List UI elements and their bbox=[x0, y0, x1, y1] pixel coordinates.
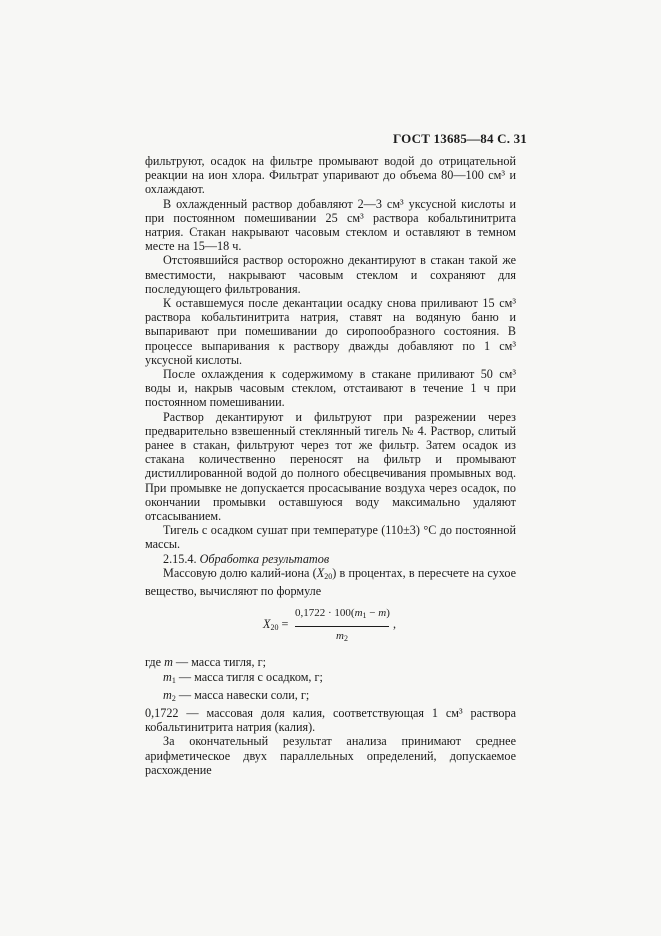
formula-numerator: $0,1722 \cdot 100(m_1 - m)$ bbox=[295, 606, 389, 626]
paragraph-8: Массовую долю калий-иона $(X_{20})$ в процентах, в пересчете на сухое вещество, вычисляют по формуле bbox=[145, 565, 516, 599]
legend-constant: 0,1722 — массовая доля калия, соответствующая 1 см³ раствора кобальтинитрита натрия (калия). bbox=[145, 705, 516, 735]
paragraph-6: Раствор декантируют и фильтруют при разрежении через предварительно взвешенный стеклянный тигель № 4. Раствор, слитый ранее в стакан, фильтруют через тот же фильтр. Затем осадок из стакана количественно переносят на фильтр и промывают дистиллированной водой до полного обесцвечивания промывных вод. При промывке не допускается просасывание воздуха через осадок, по окончании промывки оставшуюся воду максимально удаляют отсасыванием. bbox=[145, 409, 516, 524]
formula: $X_{20}$ = $\frac{0,1722 \cdot 100(m_1 - m)}{m_2}$ , bbox=[145, 601, 516, 653]
paragraph-3: Отстоявшийся раствор осторожно декантируют в стакан такой же вместимости, накрывают часовым стеклом и сохраняют для последующего фильтрования. bbox=[145, 253, 516, 296]
paragraph-9: За окончательный результат анализа принимают среднее арифметическое двух параллельных определений, допускаемое расхождение bbox=[145, 734, 516, 777]
legend-m1: $m_1$ — масса тигля с осадком, г; bbox=[163, 669, 323, 685]
paragraph-4: К оставшемуся после декантации осадку снова приливают 15 см³ раствора кобальтинитрита натрия, ставят на водяную баню и выпаривают при помешивании до сиропообразного состояния. В процессе выпаривания к раствору дважды добавляют по 1 см³ уксусной кислоты. bbox=[145, 296, 516, 367]
paragraph-1: фильтруют, осадок на фильтре промывают водой до отрицательной реакции на ион хлора. Фильтрат упаривают до объема 80—100 см³ и охлаждают. bbox=[145, 154, 516, 197]
paragraph-2: В охлажденный раствор добавляют 2—3 см³ уксусной кислоты и при постоянном помешивании 25 см³ раствора кобальтинитрита натрия. Стакан накрывают часовым стеклом и оставляют в темном месте на 15—18 ч. bbox=[145, 196, 516, 254]
section-heading bbox=[145, 552, 516, 566]
paragraph-7: Тигель с осадком сушат при температуре (110±3) °С до постоянной массы. bbox=[145, 523, 516, 552]
formula-denominator: $m_2$ bbox=[336, 629, 348, 643]
legend-m: где m — масса тигля, г; bbox=[145, 655, 267, 670]
formula-legend bbox=[145, 655, 516, 734]
section-title: Обработка результатов bbox=[199, 551, 330, 566]
page-header: ГОСТ 13685—84 С. 31 bbox=[393, 131, 527, 146]
formula-lhs: $X_{20}$ = bbox=[263, 617, 289, 633]
paragraph-5: После охлаждения к содержимому в стакане приливают 50 см³ воды и, накрыв часовым стеклом, отстаивают в течение 1 ч при постоянном помешивании. bbox=[145, 367, 516, 410]
formula-fraction bbox=[295, 606, 389, 645]
document-body bbox=[145, 154, 516, 777]
section-number: 2.15.4. bbox=[163, 551, 197, 566]
variable-x: X bbox=[316, 565, 325, 580]
legend-m2: $m_2$ — масса навески соли, г; bbox=[163, 687, 310, 703]
